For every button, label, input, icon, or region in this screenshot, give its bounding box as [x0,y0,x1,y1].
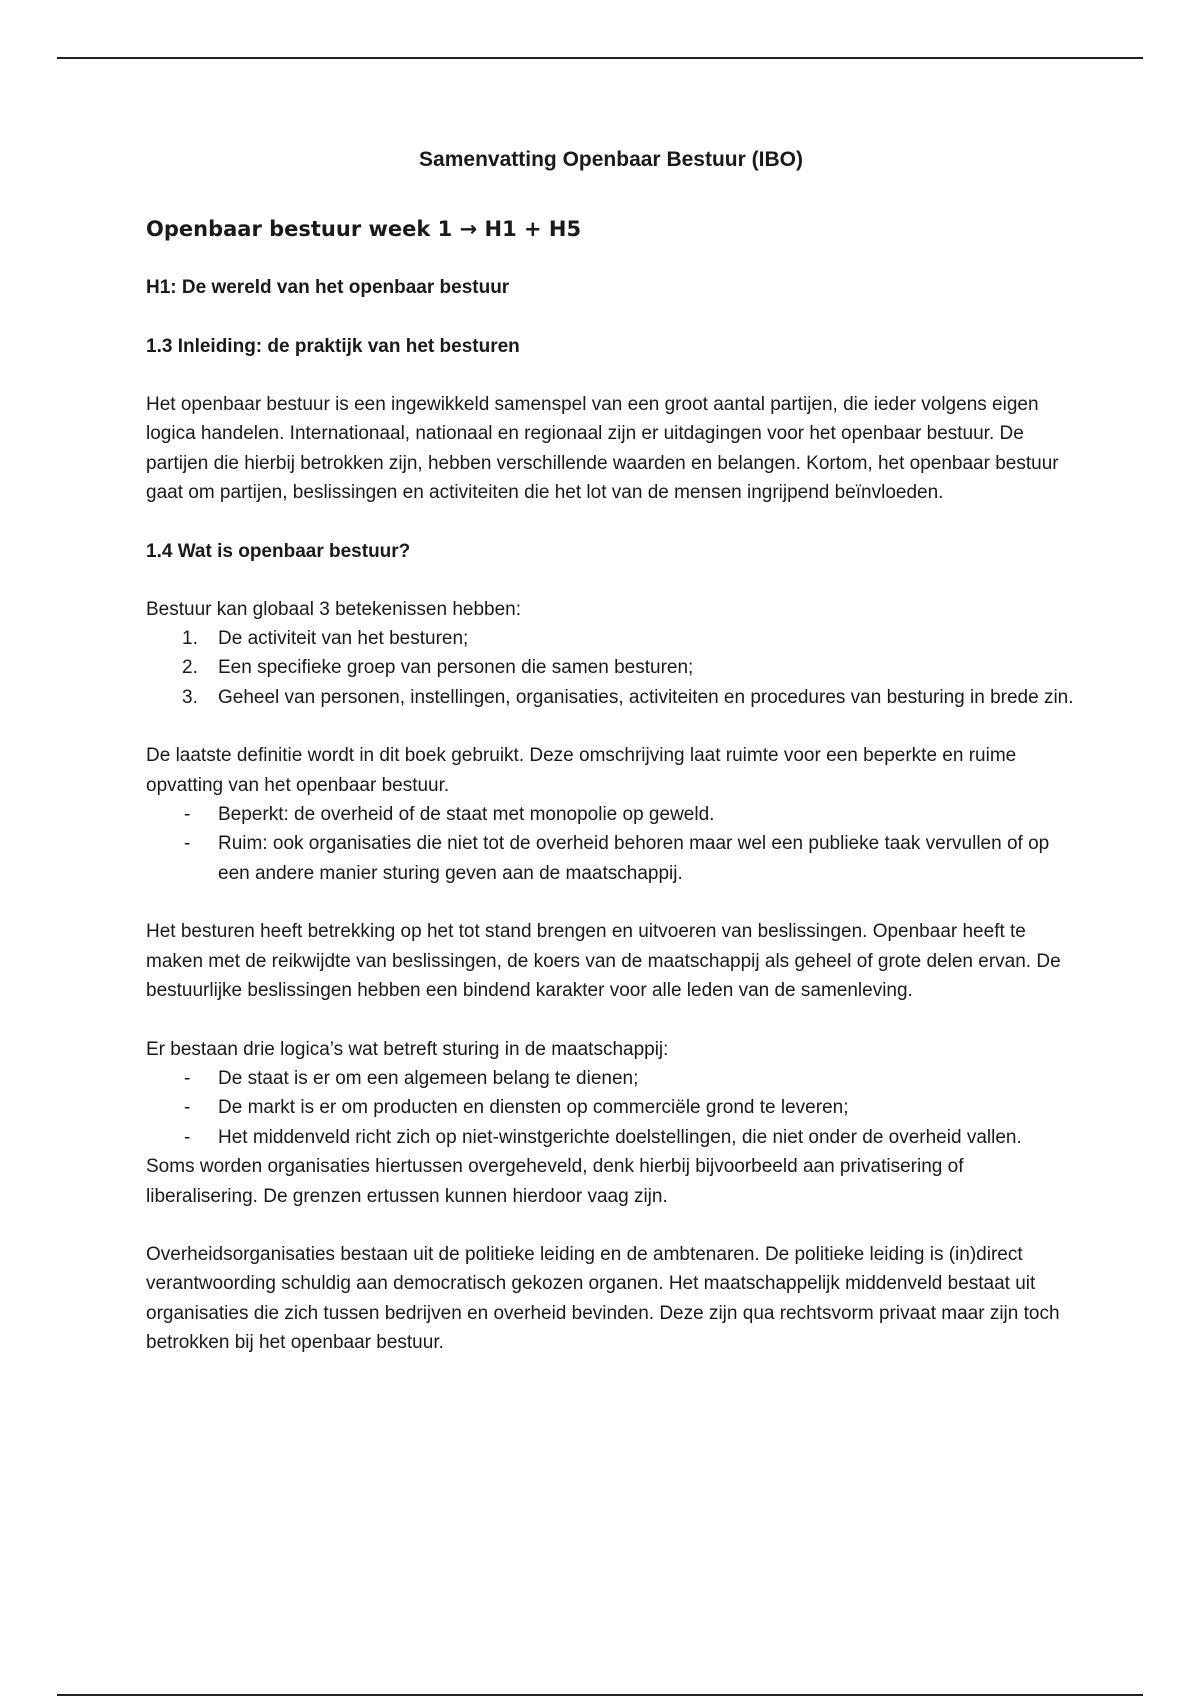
logics-list [146,1064,1076,1152]
document-title: Samenvatting Openbaar Bestuur (IBO) [419,148,803,171]
organisations-paragraph: Overheidsorganisaties bestaan uit de politieke leiding en de ambtenaren. De politieke leiding is (in)direct verantwoording schuldig aan democratisch gekozen organen. Het maatschappelijk middenveld bestaat uit organisaties die zich tussen bedrijven en overheid bevinden. Deze zijn qua rechtsvorm privaat maar zijn toch betrokken bij het openbaar bestuur. [146,1243,1060,1354]
week-heading: Openbaar bestuur week 1 → H1 + H5 [146,217,582,241]
list-item-text: Ruim: ook organisaties die niet tot de overheid behoren maar wel een publieke taak vervullen of op een andere manier sturing geven aan de maatschappij. [218,833,1050,884]
list-item-text: Geheel van personen, instellingen, organisaties, activiteiten en procedures van besturing in brede zin. [218,686,1074,708]
list-marker: 1. [182,628,198,650]
shift-paragraph: Soms worden organisaties hiertussen overgeheveld, denk hierbij bijvoorbeeld aan privatisering of liberalisering. De grenzen ertussen kunnen hierdoor vaag zijn. [146,1156,964,1207]
list-item [146,1093,1076,1122]
list-item-text: Een specifieke groep van personen die samen besturen; [218,657,694,679]
chapter-heading: H1: De wereld van het openbaar bestuur [146,277,510,298]
definition-paragraph: De laatste definitie wordt in dit boek gebruikt. Deze omschrijving laat ruimte voor een beperkte en ruime opvatting van het openbaar bestuur. [146,745,1017,796]
views-list [146,800,1076,888]
besturen-paragraph: Het besturen heeft betrekking op het tot stand brengen en uitvoeren van beslissingen. Openbaar heeft te maken met de reikwijdte van beslissingen, de koers van de maatschappij als geheel of grote delen ervan. De bestuurlijke beslissingen hebben een bindend karakter voor alle leden van de samenleving. [146,921,1061,1002]
logics-intro: Er bestaan drie logica’s wat betreft sturing in de maatschappij: [146,1038,669,1060]
section-heading-1-4: 1.4 Wat is openbaar bestuur? [146,540,411,562]
list-item [146,624,1076,653]
list-item [146,1064,1076,1093]
section-heading-1-3: 1.3 Inleiding: de praktijk van het besturen [146,336,520,357]
list-marker: - [184,833,191,855]
list-marker: - [184,1126,191,1148]
list-item [146,683,1076,712]
list-item [146,800,1076,829]
list-marker: - [184,804,191,826]
intro-paragraph: Het openbaar bestuur is een ingewikkeld samenspel van een groot aantal partijen, die ieder volgens eigen logica handelen. Internationaal, nationaal en regionaal zijn er uitdagingen voor het openbaar bestuur. De partijen die hierbij betrokken zijn, hebben verschillende waarden en belangen. Kortom, het openbaar bestuur gaat om partijen, beslissingen en activiteiten die het lot van de mensen ingrijpend beïnvloeden. [146,394,1059,504]
meanings-intro: Bestuur kan globaal 3 betekenissen hebben: [146,598,521,620]
list-item-text: De staat is er om een algemeen belang te dienen; [218,1067,639,1089]
document-body [146,143,1076,1387]
list-marker: - [184,1067,191,1089]
top-rule [57,57,1143,59]
list-item-text: De markt is er om producten en diensten op commerciële grond te leveren; [218,1097,849,1119]
meanings-list [146,624,1076,712]
list-marker: 2. [182,657,198,679]
list-item-text: Beperkt: de overheid of de staat met monopolie op geweld. [218,804,715,826]
list-item [146,829,1076,888]
list-item [146,1123,1076,1152]
list-item [146,653,1076,682]
list-item-text: Het middenveld richt zich op niet-winstgerichte doelstellingen, die niet onder de overheid vallen. [218,1126,1022,1148]
list-marker: - [184,1097,191,1119]
list-marker: 3. [182,686,198,708]
bottom-rule [57,1694,1143,1696]
list-item-text: De activiteit van het besturen; [218,628,469,650]
